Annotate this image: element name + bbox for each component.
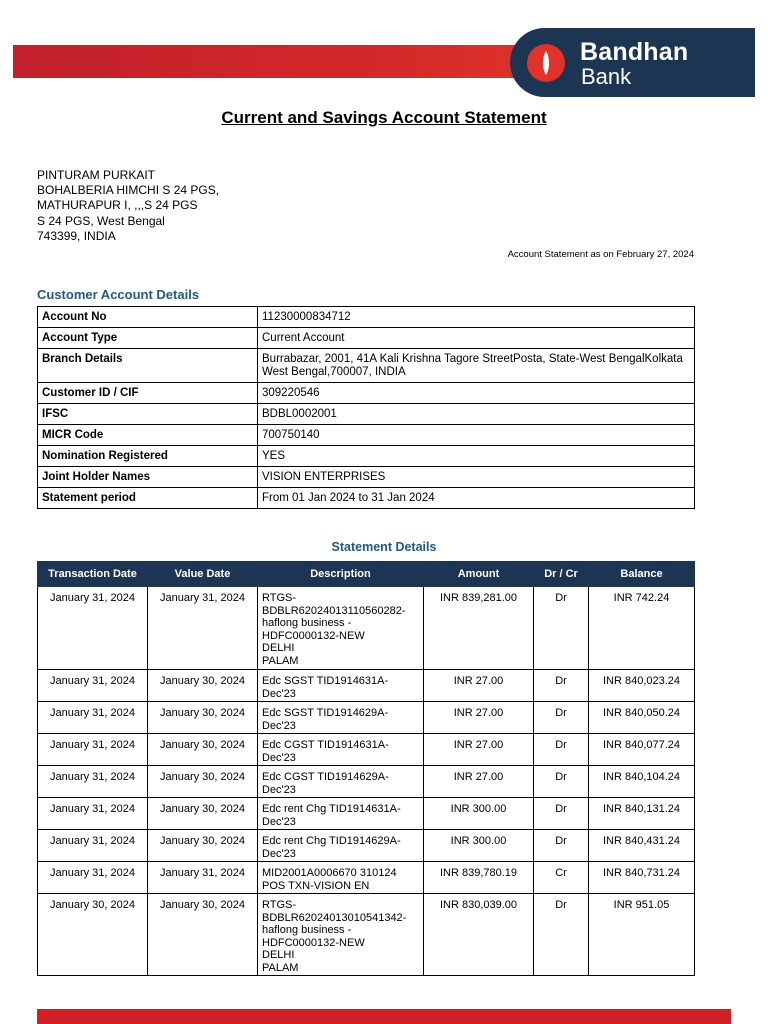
description-line: Dec'23 — [262, 783, 296, 796]
col-dr-cr: Dr / Cr — [534, 562, 589, 587]
col-balance: Balance — [589, 562, 695, 587]
detail-row — [38, 425, 695, 446]
table-row — [38, 734, 695, 766]
table-row — [38, 798, 695, 830]
detail-row — [38, 383, 695, 404]
transaction-date-cell: January 31, 2024 — [38, 702, 148, 734]
balance-cell: INR 840,023.24 — [589, 670, 695, 702]
description-line: haflong business - — [262, 924, 352, 936]
page-title: Current and Savings Account Statement — [221, 108, 547, 127]
description-line: POS TXN-VISION EN — [262, 879, 370, 892]
value-date-cell: January 30, 2024 — [148, 798, 258, 830]
col-amount: Amount — [424, 562, 534, 587]
detail-label: Branch Details — [38, 349, 258, 383]
description-line: PALAM — [262, 654, 299, 667]
description-line: MID2001A0006670 310124 — [262, 867, 397, 879]
dr-cr-cell: Dr — [534, 798, 589, 830]
description-line: Dec'23 — [262, 847, 296, 860]
detail-label: Statement period — [38, 488, 258, 509]
detail-row — [38, 328, 695, 349]
detail-row — [38, 404, 695, 425]
col-description: Description — [258, 562, 424, 587]
description-cell — [258, 830, 424, 862]
customer-details-heading: Customer Account Details — [37, 287, 200, 302]
description-line: Edc SGST TID1914629A- — [262, 707, 389, 719]
transaction-date-cell: January 31, 2024 — [38, 734, 148, 766]
description-cell — [258, 670, 424, 702]
description-cell — [258, 862, 424, 894]
amount-cell: INR 300.00 — [424, 798, 534, 830]
statement-details-heading: Statement Details — [331, 540, 437, 554]
description-line: HDFC0000132-NEW — [262, 629, 365, 642]
detail-value: From 01 Jan 2024 to 31 Jan 2024 — [258, 488, 695, 509]
detail-row — [38, 446, 695, 467]
detail-value: 309220546 — [258, 383, 695, 404]
dr-cr-cell: Dr — [534, 766, 589, 798]
address-line: 743399, INDIA — [37, 228, 116, 243]
transaction-date-cell: January 31, 2024 — [38, 670, 148, 702]
detail-row — [38, 307, 695, 328]
address-line: BOHALBERIA HIMCHI S 24 PGS, — [37, 183, 220, 198]
transactions-table — [37, 561, 695, 976]
description-cell — [258, 734, 424, 766]
description-line: Edc SGST TID1914631A- — [262, 675, 389, 687]
table-header-row — [38, 562, 695, 587]
balance-cell: INR 840,104.24 — [589, 766, 695, 798]
amount-cell: INR 839,780.19 — [424, 862, 534, 894]
bandhan-logo-icon — [525, 41, 571, 85]
detail-value: Current Account — [258, 328, 695, 349]
table-row — [38, 702, 695, 734]
dr-cr-cell: Dr — [534, 587, 589, 670]
detail-value: BDBL0002001 — [258, 404, 695, 425]
transaction-date-cell: January 31, 2024 — [38, 862, 148, 894]
statement-date: Account Statement as on February 27, 2024 — [507, 249, 694, 260]
value-date-cell: January 31, 2024 — [148, 862, 258, 894]
description-cell — [258, 894, 424, 976]
description-line: Dec'23 — [262, 687, 296, 700]
description-cell — [258, 766, 424, 798]
dr-cr-cell: Cr — [534, 862, 589, 894]
amount-cell: INR 27.00 — [424, 734, 534, 766]
description-line: HDFC0000132-NEW — [262, 936, 365, 949]
description-line: RTGS- — [262, 899, 297, 911]
table-row — [38, 894, 695, 976]
description-line: Edc rent Chg TID1914631A- — [262, 803, 401, 815]
customer-details-table — [37, 306, 695, 509]
description-line: RTGS- — [262, 592, 297, 604]
transaction-date-cell: January 30, 2024 — [38, 894, 148, 976]
transaction-date-cell: January 31, 2024 — [38, 766, 148, 798]
detail-value: 700750140 — [258, 425, 695, 446]
description-line: haflong business - — [262, 617, 352, 629]
table-row — [38, 830, 695, 862]
detail-label: Account Type — [38, 328, 258, 349]
logo-text-bank: Bank — [581, 64, 632, 89]
value-date-cell: January 30, 2024 — [148, 894, 258, 976]
customer-address — [37, 168, 219, 244]
col-value-date: Value Date — [148, 562, 258, 587]
transaction-date-cell: January 31, 2024 — [38, 798, 148, 830]
table-row — [38, 766, 695, 798]
amount-cell: INR 27.00 — [424, 702, 534, 734]
address-line: S 24 PGS, West Bengal — [37, 213, 165, 228]
address-line: MATHURAPUR I, ,,,S 24 PGS — [37, 198, 198, 213]
description-line: Dec'23 — [262, 719, 296, 732]
description-line: Edc rent Chg TID1914629A- — [262, 835, 401, 847]
dr-cr-cell: Dr — [534, 702, 589, 734]
amount-cell: INR 27.00 — [424, 766, 534, 798]
amount-cell: INR 27.00 — [424, 670, 534, 702]
description-line: Dec'23 — [262, 751, 296, 764]
description-line: Dec'23 — [262, 815, 296, 828]
col-transaction-date: Transaction Date — [38, 562, 148, 587]
detail-label: Account No — [38, 307, 258, 328]
description-line: PALAM — [262, 961, 299, 974]
detail-value: Burrabazar, 2001, 41A Kali Krishna Tagore StreetPosta, State-West BengalKolkata West Bengal,700007, INDIA — [258, 349, 695, 383]
footer-bar — [37, 1009, 731, 1024]
dr-cr-cell: Dr — [534, 670, 589, 702]
balance-cell: INR 840,131.24 — [589, 798, 695, 830]
description-line: Edc CGST TID1914631A- — [262, 739, 389, 751]
value-date-cell: January 30, 2024 — [148, 702, 258, 734]
balance-cell: INR 840,077.24 — [589, 734, 695, 766]
amount-cell: INR 839,281.00 — [424, 587, 534, 670]
detail-row — [38, 467, 695, 488]
detail-label: IFSC — [38, 404, 258, 425]
detail-value: 11230000834712 — [258, 307, 695, 328]
bank-logo — [510, 28, 755, 97]
value-date-cell: January 30, 2024 — [148, 670, 258, 702]
address-line: PINTURAM PURKAIT — [37, 168, 156, 182]
value-date-cell: January 31, 2024 — [148, 587, 258, 670]
logo-text-bandhan: Bandhan — [580, 38, 689, 66]
description-cell — [258, 798, 424, 830]
transaction-date-cell: January 31, 2024 — [38, 587, 148, 670]
detail-row — [38, 349, 695, 383]
description-line: DELHI — [262, 642, 295, 654]
description-line: BDBLR62024013110560282- — [262, 604, 406, 617]
balance-cell: INR 742.24 — [589, 587, 695, 670]
description-cell — [258, 587, 424, 670]
detail-label: Nomination Registered — [38, 446, 258, 467]
dr-cr-cell: Dr — [534, 734, 589, 766]
description-cell — [258, 702, 424, 734]
dr-cr-cell: Dr — [534, 894, 589, 976]
description-line: BDBLR62024013010541342- — [262, 911, 407, 924]
amount-cell: INR 300.00 — [424, 830, 534, 862]
detail-row — [38, 488, 695, 509]
detail-label: Joint Holder Names — [38, 467, 258, 488]
value-date-cell: January 30, 2024 — [148, 734, 258, 766]
transaction-date-cell: January 31, 2024 — [38, 830, 148, 862]
balance-cell: INR 840,050.24 — [589, 702, 695, 734]
table-row — [38, 670, 695, 702]
detail-label: MICR Code — [38, 425, 258, 446]
value-date-cell: January 30, 2024 — [148, 766, 258, 798]
table-row — [38, 862, 695, 894]
detail-label: Customer ID / CIF — [38, 383, 258, 404]
description-line: DELHI — [262, 949, 295, 961]
description-line: Edc CGST TID1914629A- — [262, 771, 389, 783]
value-date-cell: January 30, 2024 — [148, 830, 258, 862]
balance-cell: INR 951.05 — [589, 894, 695, 976]
dr-cr-cell: Dr — [534, 830, 589, 862]
table-row — [38, 587, 695, 670]
amount-cell: INR 830,039.00 — [424, 894, 534, 976]
detail-value: VISION ENTERPRISES — [258, 467, 695, 488]
balance-cell: INR 840,431.24 — [589, 830, 695, 862]
balance-cell: INR 840,731.24 — [589, 862, 695, 894]
detail-value: YES — [258, 446, 695, 467]
